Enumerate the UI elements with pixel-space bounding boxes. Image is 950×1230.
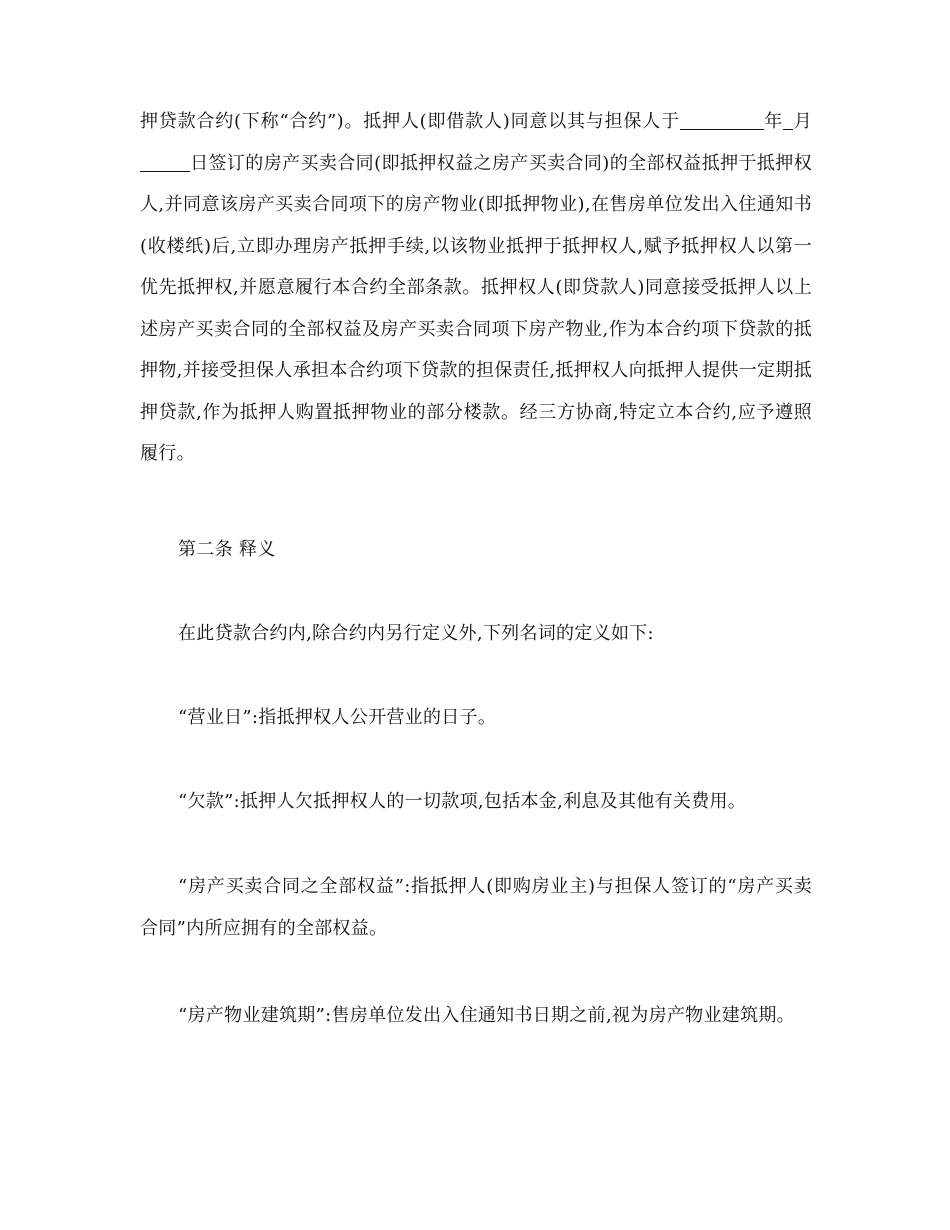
- year-blank-line: [680, 111, 764, 130]
- definition-construction-period: “房产物业建筑期”:售房单位发出入住通知书日期之前,视为房产物业建筑期。: [178, 1005, 795, 1026]
- definition-business-day: “营业日”:指抵押权人公开营业的日子。: [178, 707, 497, 728]
- definition-debt: “欠款”:抵押人欠抵押权人的一切款项,包括本金,利息及其他有关费用。: [178, 791, 747, 812]
- day-blank-line: [140, 153, 190, 172]
- definition-all-rights: “房产买卖合同之全部权益”:指抵押人(即购房业主)与担保人签订的“房产买卖合同”内所应拥有的全部权益。: [140, 876, 812, 939]
- definitions-intro: 在此贷款合约内,除合约内另行定义外,下列名词的定义如下:: [178, 623, 654, 644]
- preamble-text-rest: 日签订的房产买卖合同(即抵押权益之房产买卖合同)的全部权益抵押于抵押权人,并同意该房产买卖合同项下的房产物业(即抵押物业),在售房单位发出入住通知书(收楼纸)后,立即办理房产抵押手续,以该物业抵押于抵押权人,赋予抵押权人以第一优先抵押权,并愿意履行本合约全部条款。抵押权人(即贷款人)同意接受抵押人以上述房产买卖合同的全部权益及房产买卖合同项下房产物业,作为本合约项下贷款的抵押物,并接受担保人承担本合约项下贷款的担保责任,抵押权人向抵押人提供一定期抵押贷款,作为抵押人购置抵押物业的部分楼款。经三方协商,特定立本合约,应予遵照履行。: [140, 152, 812, 464]
- month-label: 月: [793, 111, 812, 132]
- contract-preamble-paragraph: [140, 101, 812, 475]
- article-2-heading: 第二条 释义: [178, 539, 276, 560]
- year-label: 年: [763, 111, 784, 132]
- preamble-text-start: 押贷款合约(下称“合约”)。抵押人(即借款人)同意以其与担保人于: [140, 111, 680, 132]
- month-blank-line: [783, 111, 793, 130]
